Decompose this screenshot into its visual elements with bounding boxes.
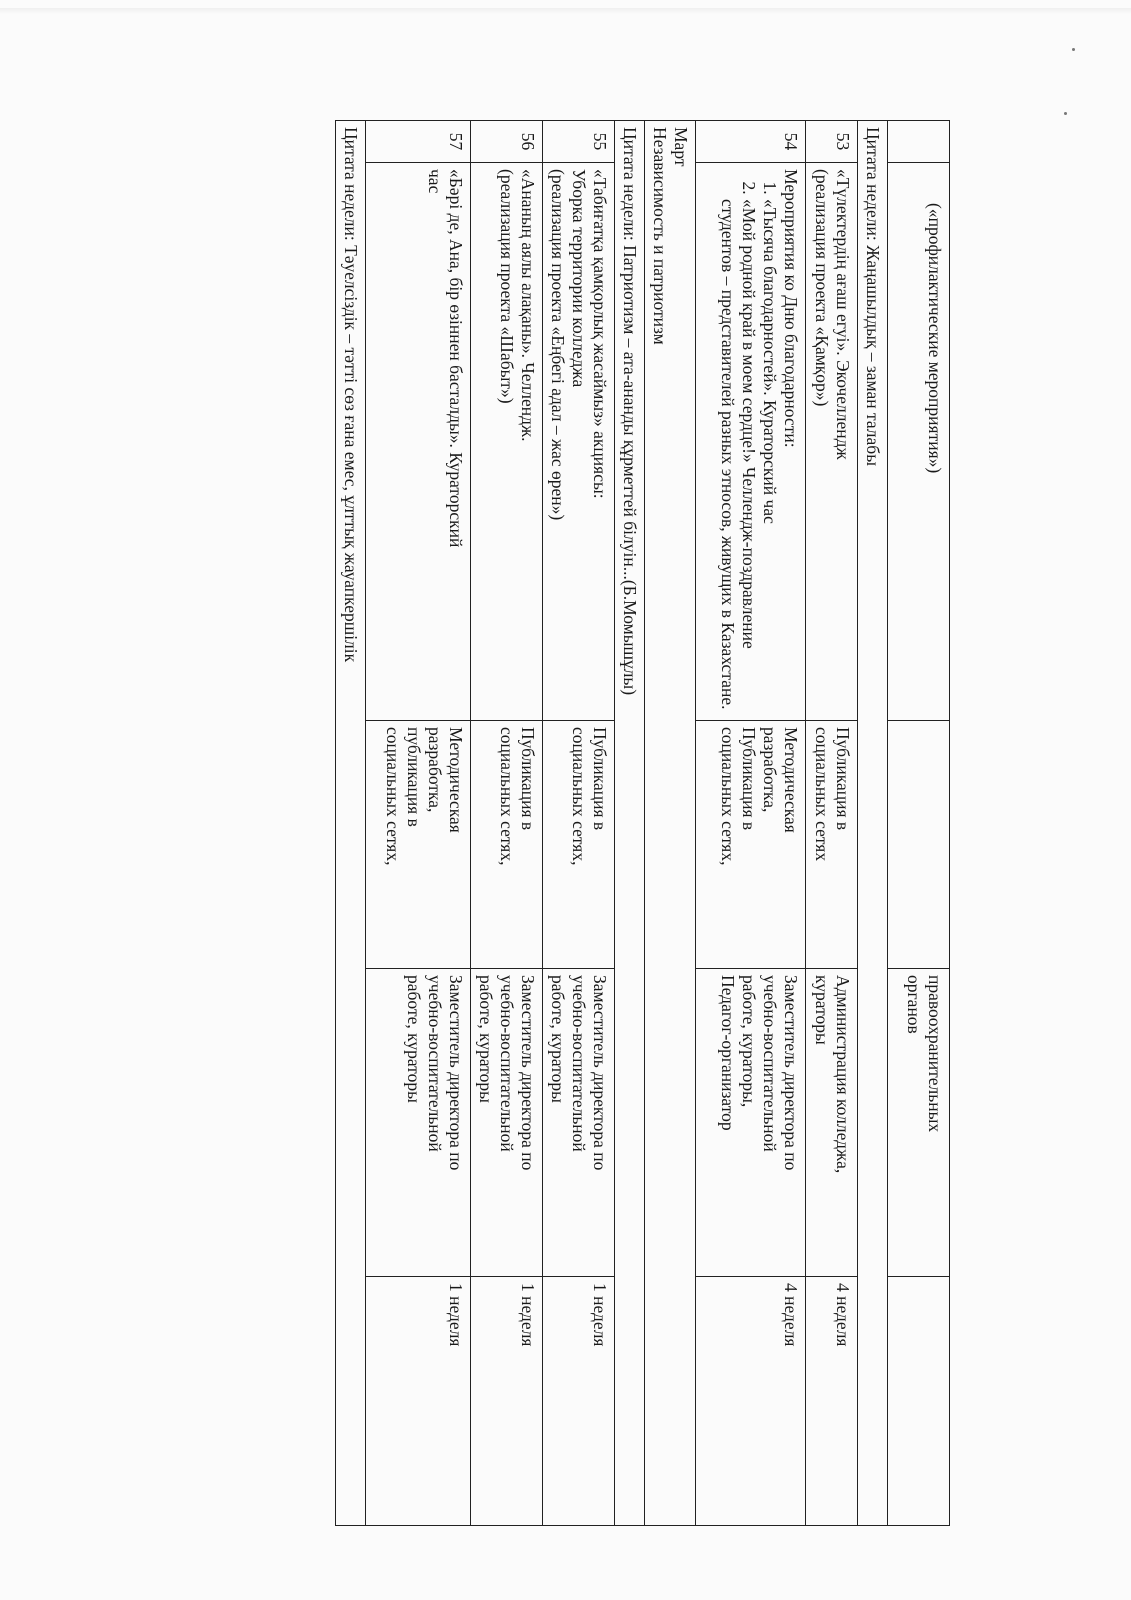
deadline: 4 неделя: [806, 1277, 858, 1526]
week-quote: Цитата недели: Тәуелсіздік – тәтті сөз ғана емес, ұлттық жауапкершілік: [336, 121, 366, 1526]
responsible: правоохранительных органов: [888, 969, 950, 1277]
table-row: [543, 121, 615, 1526]
row-number: [888, 121, 950, 163]
event-form: Методическая разработка, Публикация в социальных сетях,: [696, 721, 806, 969]
event-name: «Бәрі де, Ана, бір өзіннен басталды». Кураторский час: [366, 163, 471, 721]
event-list: [717, 169, 780, 714]
deadline: 1 неделя: [471, 1277, 543, 1526]
event-name: «Ананың аялы алақаны». Челлендж. (реализация проекта «Шабыт»): [471, 163, 543, 721]
section-row: [645, 121, 696, 1526]
quote-row: [858, 121, 888, 1526]
deadline: 4 неделя: [696, 1277, 806, 1526]
row-number: 56: [471, 121, 543, 163]
event-intro: Мероприятия ко Дню благодарности:: [781, 169, 801, 448]
scan-speck: [1064, 112, 1067, 115]
table-row: [888, 121, 950, 1526]
scan-speck: [1072, 48, 1075, 51]
responsible: Заместитель директора по учебно-воспитательной работе, кураторы, Педагог-организатор: [696, 969, 806, 1277]
row-number: 55: [543, 121, 615, 163]
week-quote: Цитата недели: Жаңашылдық – заман талабы: [858, 121, 888, 1526]
deadline: 1 неделя: [543, 1277, 615, 1526]
week-quote: Цитата недели: Патриотизм – ата-ананды құрметтей білуін...(Б.Момышұлы): [615, 121, 645, 1526]
deadline: [888, 1277, 950, 1526]
event-name: («профилактические мероприятия»): [888, 163, 950, 721]
list-item: 2. «Мой родной край в моем сердце!» Челлендж-поздравление студентов – представителей разных этносов, живущих в Казахстане.: [717, 199, 759, 714]
event-name: «Табиғатқа қамқорлық жасаймыз» акциясы: Уборка территории колледжа (реализация проекта «Еңбегі адал – жас өрен»): [543, 163, 615, 721]
month-section: [645, 121, 696, 1526]
month-theme: Независимость и патриотизм: [650, 127, 670, 345]
row-number: 53: [806, 121, 858, 163]
table-row: [471, 121, 543, 1526]
rotated-page: [130, 120, 950, 1525]
event-name: «Түлектердің ағаш егуі». Экочеллендж (реализация проекта «Қамқор»): [806, 163, 858, 721]
event-form: Методическая разработка, публикация в социальных сетях,: [366, 721, 471, 969]
responsible: Заместитель директора по учебно-воспитательной работе, кураторы: [366, 969, 471, 1277]
deadline: 1 неделя: [366, 1277, 471, 1526]
table-row: [696, 121, 806, 1526]
event-form: Публикация в социальных сетях: [806, 721, 858, 969]
event-form: Публикация в социальных сетях,: [471, 721, 543, 969]
quote-row: [336, 121, 366, 1526]
row-number: 57: [366, 121, 471, 163]
table-row: [366, 121, 471, 1526]
events-table: [335, 120, 950, 1526]
event-name: [696, 163, 806, 721]
responsible: Заместитель директора по учебно-воспитательной работе, кураторы: [543, 969, 615, 1277]
event-form: [888, 721, 950, 969]
event-form: Публикация в социальных сетях,: [543, 721, 615, 969]
row-number: 54: [696, 121, 806, 163]
responsible: Заместитель директора по учебно-воспитательной работе, кураторы: [471, 969, 543, 1277]
table-row: [806, 121, 858, 1526]
month-title: Март: [671, 127, 691, 167]
responsible: Администрация колледжа, кураторы: [806, 969, 858, 1277]
scan-artifact: [0, 8, 1131, 14]
list-item: 1. «Тысяча благодарностей». Кураторский час: [759, 199, 780, 714]
quote-row: [615, 121, 645, 1526]
